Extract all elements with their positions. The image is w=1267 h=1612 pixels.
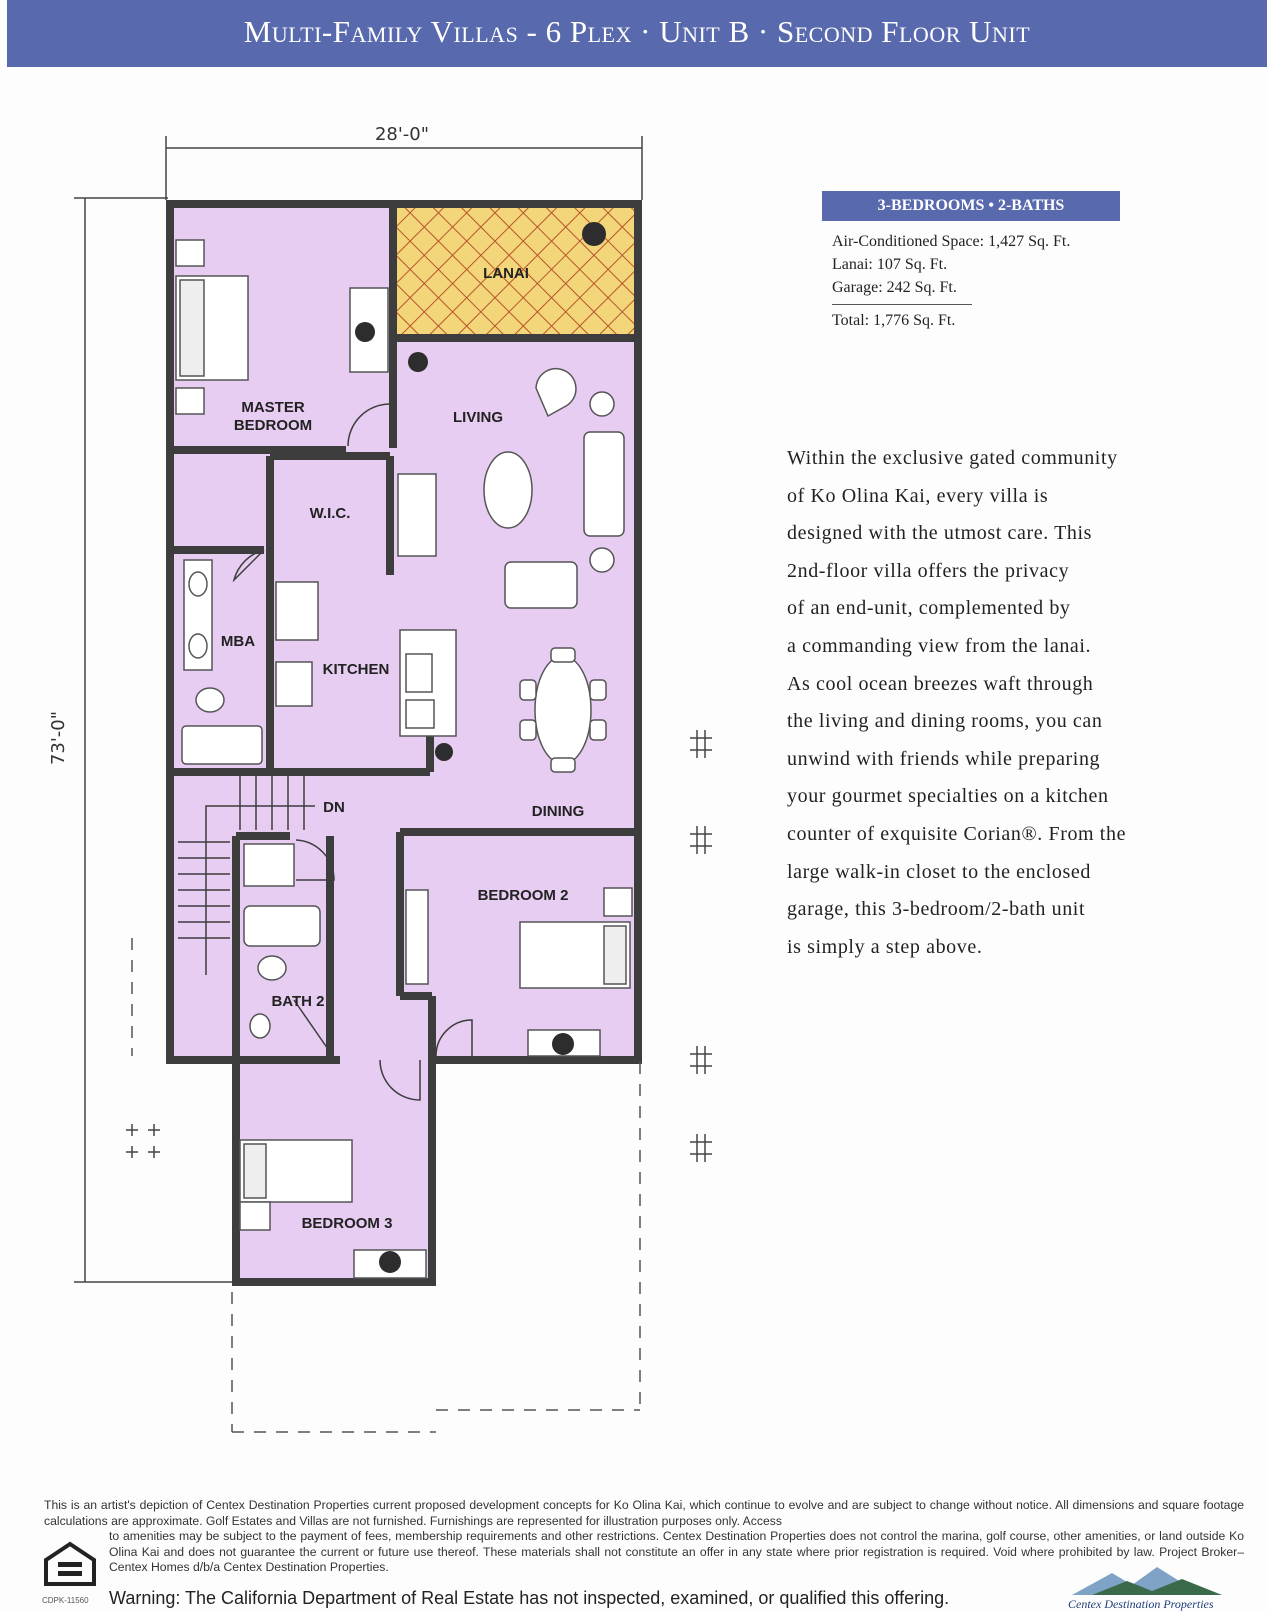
centex-logo-text: Centex Destination Properties <box>1068 1597 1214 1611</box>
description <box>787 440 1187 966</box>
coffee-table-icon <box>484 452 532 528</box>
disclaimer-line: This is an artist's depiction of Centex Destination Properties current proposed development concepts for Ko Olina Kai, which continue to evolve and are subject to change without notice. All dimensions and square footage calculations are approximate. Golf Estates and Villas are not furnished. Furnishings are represented for illustration purposes only. Access <box>44 1498 1244 1528</box>
page-title: Multi-Family Villas - 6 Plex · Unit B · Second Floor Unit <box>243 14 1031 49</box>
refrigerator-icon <box>276 582 318 640</box>
master-label: MASTER <box>241 399 305 416</box>
bedroom2-label: BEDROOM 2 <box>477 887 569 904</box>
toilet-icon <box>196 688 224 712</box>
bedroom3-label: BEDROOM 3 <box>301 1215 393 1232</box>
description-line: counter of exquisite Corian®. From the <box>787 822 1127 845</box>
dining-chair-icon <box>590 720 606 740</box>
document-code: CDPK-11560 <box>42 1596 89 1605</box>
width-dimension-label: 28'-0" <box>374 124 430 145</box>
description-line: is simply a step above. <box>787 935 983 958</box>
bath2-label: BATH 2 <box>271 993 325 1010</box>
total-spec: Total: 1,776 Sq. Ft. <box>832 304 972 332</box>
closet-icon <box>406 890 428 984</box>
kitchen-label: KITCHEN <box>322 661 390 678</box>
mba-label: MBA <box>220 633 256 650</box>
side-table-icon <box>590 548 614 572</box>
living-label: LIVING <box>452 409 504 426</box>
description-line: of an end-unit, complemented by <box>787 597 1071 620</box>
range-icon <box>276 662 312 706</box>
description-line: Within the exclusive gated community <box>787 447 1118 469</box>
width-dimension <box>166 136 642 200</box>
legal-disclaimer <box>44 1498 1244 1576</box>
description-line: the living and dining rooms, you can <box>787 710 1103 733</box>
description-line: large walk-in closet to the enclosed <box>787 860 1091 883</box>
stair-down-label: DN <box>323 799 345 816</box>
nightstand-icon <box>240 1202 270 1230</box>
toilet-icon <box>258 956 286 980</box>
entertainment-unit-icon <box>398 474 436 556</box>
centex-logo-icon <box>1072 1565 1222 1597</box>
dining-chair-icon <box>551 648 575 662</box>
master-bedroom-label: BEDROOM <box>233 417 313 434</box>
description-line: 2nd-floor villa offers the privacy <box>787 559 1070 582</box>
description-line: garage, this 3-bedroom/2-bath unit <box>787 898 1086 921</box>
disclaimer-line: to amenities may be subject to the payment of fees, membership requirements and other restrictions. Centex Destination Properties does not control the marina, golf course, other amenities, or land outside Ko Olina Kai and does not guarantee the current or future use thereof. These materials shall not constitute an offer in any state where prior registration is required. Void where prohibited by law. Project Broker–Centex Homes d/b/a Centex Destination Properties. <box>109 1529 1244 1574</box>
sink-icon <box>250 1014 270 1038</box>
area-specs <box>832 230 1070 332</box>
dining-table-icon <box>535 656 591 764</box>
description-line: As cool ocean breezes waft through <box>787 672 1094 695</box>
lanai-label: LANAI <box>483 265 529 282</box>
sofa-icon <box>584 432 624 536</box>
dining-chair-icon <box>551 758 575 772</box>
dining-chair-icon <box>520 720 536 740</box>
description-line: a commanding view from the lanai. <box>787 634 1092 657</box>
dining-label: DINING <box>531 803 585 820</box>
bathtub-icon <box>182 726 262 764</box>
dining-chair-icon <box>520 680 536 700</box>
wic-label: W.I.C. <box>309 505 351 522</box>
bed-bath-badge: 3-BEDROOMS • 2-BATHS <box>822 191 1120 221</box>
shower-icon <box>244 844 294 886</box>
description-line: of Ko Olina Kai, every villa is <box>787 484 1049 507</box>
garage-spec: Garage: 242 Sq. Ft. <box>832 279 957 296</box>
ac-space-spec: Air-Conditioned Space: 1,427 Sq. Ft. <box>832 233 1071 250</box>
description-line: your gourmet specialties on a kitchen <box>787 785 1109 808</box>
nightstand-icon <box>604 888 632 916</box>
loveseat-icon <box>505 562 577 608</box>
equal-housing-icon <box>42 1540 98 1588</box>
nightstand-icon <box>176 240 204 266</box>
bathtub-icon <box>244 906 320 946</box>
description-line: designed with the utmost care. This <box>787 522 1093 545</box>
depth-dimension-label: 73'-0" <box>48 710 69 766</box>
description-line: unwind with friends while preparing <box>787 747 1101 770</box>
lanai-spec: Lanai: 107 Sq. Ft. <box>832 256 948 273</box>
side-table-icon <box>590 392 614 416</box>
dre-warning: Warning: The California Department of Real Estate has not inspected, examined, or qualified this offering. <box>109 1588 950 1608</box>
dining-chair-icon <box>590 680 606 700</box>
nightstand-icon <box>176 388 204 414</box>
